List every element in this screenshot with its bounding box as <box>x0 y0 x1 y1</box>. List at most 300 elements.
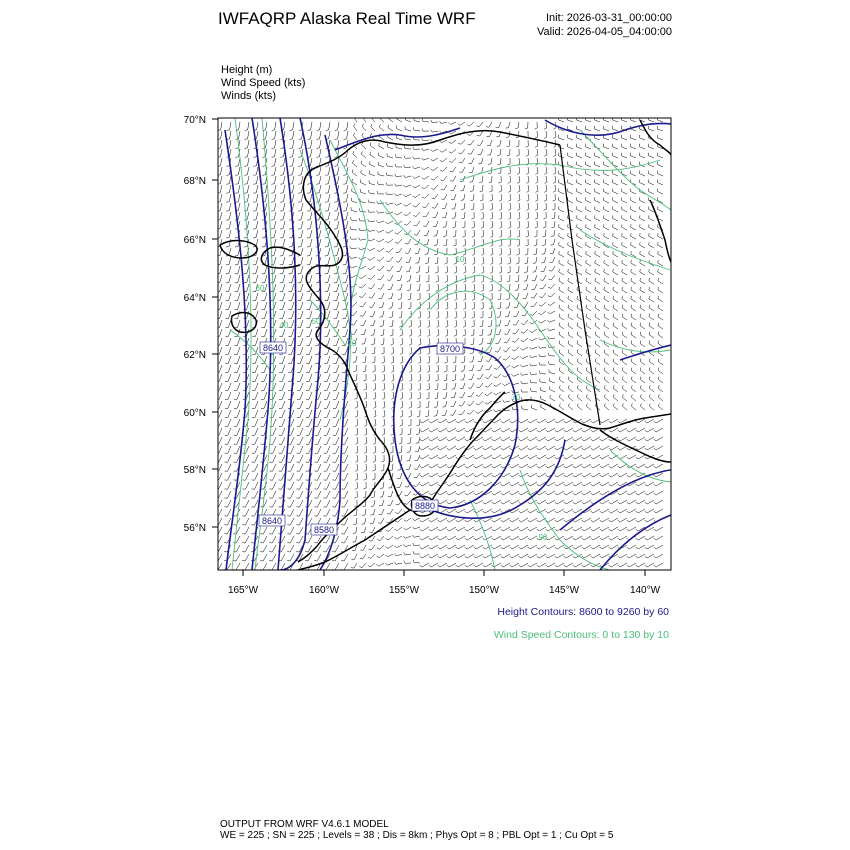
wind-barb-feather <box>528 547 530 549</box>
wind-barb <box>539 545 546 549</box>
wind-barb-feather <box>577 314 578 317</box>
wind-barb-feather <box>564 520 566 522</box>
wind-barb-feather <box>440 170 443 171</box>
wind-barb <box>344 554 348 561</box>
wind-barb <box>229 176 231 184</box>
wind-barb-feather <box>409 326 412 327</box>
wind-barb <box>440 509 447 513</box>
wind-barb <box>503 527 510 531</box>
wind-barb-feather <box>654 493 656 495</box>
wind-barb-feather <box>582 493 584 495</box>
wind-barb-feather <box>471 209 474 210</box>
wind-barb-feather <box>386 539 389 540</box>
wind-barb <box>613 326 618 329</box>
wind-barb <box>611 500 618 504</box>
wind-barb-feather <box>640 341 641 344</box>
wind-barb <box>658 263 663 266</box>
wind-barb <box>281 536 285 543</box>
wind-barb-feather <box>609 457 611 459</box>
wind-barb <box>586 326 591 329</box>
wind-barb <box>353 311 357 316</box>
wind-barb <box>411 392 412 398</box>
wind-barb <box>467 491 474 495</box>
wind-barb <box>566 527 573 531</box>
wind-barb-feather <box>658 332 659 335</box>
wind-barb-feather <box>368 259 370 261</box>
wind-barb-feather <box>427 353 430 355</box>
wind-barb <box>255 338 258 346</box>
wind-barb <box>485 509 492 513</box>
wind-barb <box>429 329 430 335</box>
wind-barb-feather <box>658 305 659 308</box>
wind-barb-feather <box>308 139 311 140</box>
wind-barb-feather <box>363 380 366 381</box>
wind-barb <box>458 473 465 477</box>
wind-barb <box>402 383 403 389</box>
wind-barb <box>631 263 636 266</box>
wind-barb-feather <box>577 403 578 406</box>
wind-barb-feather <box>613 377 614 380</box>
wind-barb <box>531 391 537 392</box>
wind-barb <box>566 437 573 441</box>
wind-barb <box>554 230 555 236</box>
wind-barb <box>229 284 231 292</box>
wind-barb-feather <box>519 493 521 495</box>
wind-barb <box>528 203 529 209</box>
wind-barb <box>401 302 402 308</box>
wind-barb <box>467 419 474 423</box>
wind-barb <box>483 284 484 290</box>
wind-barb-feather <box>377 548 380 549</box>
wind-barb-feather <box>604 368 605 371</box>
wind-barb <box>378 212 384 213</box>
wind-barb-feather <box>600 511 602 513</box>
wind-barb-feather <box>409 389 412 391</box>
wind-barb <box>247 266 249 274</box>
wind-barb-feather <box>573 484 575 486</box>
wind-barb <box>586 156 592 158</box>
wind-barb-feather <box>289 175 292 176</box>
wind-barb <box>629 455 636 459</box>
wind-barb <box>649 299 654 302</box>
wind-barb-feather <box>308 148 311 149</box>
wind-barb <box>602 500 609 504</box>
wind-barb <box>282 356 285 364</box>
wind-barb <box>353 154 357 158</box>
wind-barb <box>402 392 403 398</box>
wind-barb <box>419 428 420 434</box>
wind-barb <box>283 284 285 292</box>
wind-barb-feather <box>385 212 387 214</box>
wind-barb-feather <box>503 351 506 352</box>
wind-barb <box>516 320 519 325</box>
wind-barb <box>440 428 447 432</box>
wind-barb-feather <box>404 224 407 225</box>
wind-barb <box>221 140 223 148</box>
wind-barb-feather <box>654 556 656 558</box>
wind-barb <box>584 455 591 459</box>
wind-barb-feather <box>609 529 611 531</box>
wind-barb <box>344 518 348 525</box>
wind-barb-feather <box>362 133 363 136</box>
wind-barb <box>327 473 331 480</box>
wind-barb-feather <box>539 297 542 298</box>
wind-barb <box>586 165 592 167</box>
wind-barb-feather <box>649 287 650 290</box>
wind-barb-feather <box>530 372 531 375</box>
wind-barb-feather <box>354 380 357 381</box>
wind-barb <box>620 500 627 504</box>
wind-barb <box>336 365 339 373</box>
wind-barb-feather <box>417 416 420 417</box>
wind-barb <box>257 131 259 139</box>
wind-barb <box>383 329 384 335</box>
wind-barb <box>470 122 474 126</box>
wind-barb <box>219 347 222 355</box>
wind-barb-feather <box>555 457 557 459</box>
wind-barb <box>586 272 591 275</box>
wind-barb <box>356 518 357 524</box>
wind-barb <box>283 239 285 247</box>
wind-barb <box>373 509 375 515</box>
wind-barb <box>431 473 438 477</box>
wind-barb <box>594 129 600 131</box>
wind-barb <box>548 500 555 504</box>
wind-barb <box>435 203 438 208</box>
wind-barb-feather <box>373 407 376 409</box>
wind-barb <box>501 185 502 191</box>
wind-barb <box>557 554 564 558</box>
wind-barb-feather <box>577 350 578 353</box>
wind-barb <box>584 482 591 486</box>
wind-barb-feather <box>548 312 550 314</box>
wind-barb-feather <box>398 299 401 300</box>
wind-barb <box>380 266 384 271</box>
wind-barb <box>372 527 375 532</box>
wind-barb <box>319 230 321 238</box>
wind-barb <box>300 356 303 364</box>
wind-barb-feather <box>372 362 375 363</box>
wind-barb-feather <box>528 421 530 423</box>
wind-barb <box>602 473 609 477</box>
wind-barb <box>550 398 555 401</box>
wind-barb <box>510 176 511 182</box>
wind-barb-feather <box>452 380 455 381</box>
wind-barb <box>613 227 618 230</box>
wind-barb <box>375 383 376 389</box>
wind-barb-feather <box>377 240 379 242</box>
wind-barb-feather <box>586 305 587 308</box>
wind-barb <box>447 320 448 326</box>
wind-barb-feather <box>409 335 412 336</box>
wind-barb <box>613 361 618 365</box>
wind-barb <box>415 176 421 178</box>
wind-barb <box>519 158 520 164</box>
wind-barb <box>291 446 294 453</box>
wind-barb <box>485 455 492 459</box>
wind-barb <box>256 221 258 229</box>
wind-barb-feather <box>391 434 394 435</box>
wind-barb-feather <box>528 529 530 531</box>
wind-barb <box>327 482 331 489</box>
wind-barb <box>300 347 303 355</box>
wind-barb <box>510 284 511 290</box>
wind-barb <box>446 383 447 389</box>
wind-barb <box>228 392 231 399</box>
wind-barb <box>658 299 663 302</box>
wind-barb-feather <box>483 520 485 522</box>
wind-barb-feather <box>391 362 394 363</box>
wind-barb-feather <box>631 341 632 344</box>
wind-barb-feather <box>474 547 476 549</box>
wind-barb-feather <box>447 538 449 540</box>
wind-barb-feather <box>568 350 569 353</box>
wind-barb <box>423 149 429 151</box>
wind-barb <box>422 563 429 567</box>
wind-barb-feather <box>430 149 432 151</box>
wind-barb-feather <box>543 227 546 228</box>
wind-barb <box>263 536 267 543</box>
wind-barb-feather <box>368 557 371 558</box>
wind-barb-feather <box>395 164 396 167</box>
wind-barb <box>630 129 636 131</box>
wind-barb-feather <box>454 272 457 274</box>
wind-barb <box>530 482 537 486</box>
wind-barb <box>255 455 258 462</box>
wind-barb <box>566 464 573 468</box>
wind-barb <box>308 536 312 543</box>
wind-barb <box>429 311 430 317</box>
wind-barb <box>275 122 276 130</box>
wind-barb <box>491 158 492 164</box>
wind-barb-feather <box>627 511 629 513</box>
wind-barb-feather <box>636 457 638 459</box>
wind-barb <box>387 156 393 158</box>
wind-barb <box>282 437 285 444</box>
wind-barb-feather <box>658 377 659 380</box>
wind-barb-feather <box>359 228 360 231</box>
wind-barb <box>327 383 330 390</box>
wind-barb <box>512 536 519 540</box>
wind-barb <box>494 536 501 540</box>
wind-barb <box>524 329 528 333</box>
wind-barb <box>566 419 573 423</box>
wind-barb <box>440 518 447 522</box>
wind-barb-feather <box>609 538 611 540</box>
wind-barb-feather <box>359 208 360 211</box>
wind-barb <box>220 176 222 184</box>
wind-barb-feather <box>513 333 516 334</box>
wind-barb-feather <box>427 362 430 364</box>
wind-barb-feather <box>535 146 538 147</box>
wind-barb <box>400 275 402 281</box>
wind-barb <box>274 275 276 283</box>
wind-barb-feather <box>444 380 447 381</box>
wind-barb <box>545 239 546 245</box>
wind-barb <box>447 302 448 308</box>
wind-barb <box>387 563 393 565</box>
wind-barb-feather <box>438 448 440 450</box>
wind-barb <box>594 138 600 140</box>
wind-barb <box>593 554 600 558</box>
wind-barb-feather <box>404 146 405 149</box>
wind-barb-feather <box>604 305 605 308</box>
wind-barb <box>238 266 240 274</box>
wind-barb <box>292 284 294 292</box>
wind-barb <box>548 554 555 558</box>
wind-barb-feather <box>379 124 380 127</box>
wind-barb <box>318 464 321 471</box>
wind-barb-feather <box>438 484 440 486</box>
wind-barb <box>308 509 312 516</box>
wind-barb <box>238 284 240 292</box>
wind-barb-feather <box>465 538 467 540</box>
wind-barb <box>533 302 537 307</box>
wind-barb-feather <box>649 377 650 380</box>
wind-barb <box>658 335 663 338</box>
wind-barb <box>451 140 456 144</box>
wind-barb <box>422 518 429 522</box>
wind-barb-feather <box>431 159 433 161</box>
wind-barb <box>384 437 385 443</box>
wind-barb <box>613 156 619 158</box>
wind-barb-feather <box>440 160 443 162</box>
wind-barb-feather <box>355 398 358 399</box>
wind-barb <box>416 203 420 207</box>
wind-barb <box>483 248 484 254</box>
wind-barb <box>557 500 564 504</box>
wind-barb <box>620 509 627 513</box>
wind-barb-feather <box>521 324 524 325</box>
wind-barb-feather <box>506 137 509 138</box>
wind-barb <box>595 353 600 357</box>
wind-barb-feather <box>534 245 537 246</box>
wind-barb-feather <box>403 195 405 197</box>
wind-barb-feather <box>351 568 354 569</box>
wind-barb-feather <box>467 125 470 126</box>
wind-barb <box>630 120 636 122</box>
wind-barb <box>328 167 330 175</box>
wind-barb-feather <box>445 290 448 292</box>
wind-barb <box>527 266 528 272</box>
wind-barb-feather <box>537 502 539 504</box>
wind-barb <box>247 176 249 184</box>
wind-barb-feather <box>391 371 394 373</box>
wind-barb <box>384 401 385 407</box>
wind-barb <box>559 245 564 248</box>
wind-barb-feather <box>609 502 611 504</box>
wind-barb <box>494 491 501 495</box>
wind-barb-feather <box>456 520 458 522</box>
wind-barb <box>273 410 276 417</box>
wind-barb-feather <box>483 502 485 504</box>
wind-barb <box>537 167 538 173</box>
wind-barb-feather <box>290 148 293 149</box>
wind-barb-feather <box>546 484 548 486</box>
wind-barb <box>420 365 421 371</box>
wind-barb-feather <box>235 166 238 167</box>
wind-barb <box>521 455 528 459</box>
wind-barb <box>447 239 448 245</box>
wind-barb-feather <box>631 287 632 290</box>
wind-barb <box>535 275 537 281</box>
wind-barb-feather <box>636 439 638 441</box>
wind-barb-feather <box>649 278 650 281</box>
wind-barb <box>537 131 538 137</box>
wind-barb-feather <box>459 162 462 163</box>
wind-barb <box>611 545 618 549</box>
wind-barb <box>649 370 654 374</box>
wind-barb-feather <box>568 394 569 397</box>
wind-barb <box>237 419 240 426</box>
wind-barb-feather <box>539 305 542 306</box>
wind-barb <box>548 509 555 513</box>
wind-barb-feather <box>418 335 421 337</box>
wind-barb <box>319 167 321 175</box>
wind-barb-feather <box>426 407 429 408</box>
wind-barb <box>392 464 393 470</box>
wind-barb-feather <box>483 547 485 549</box>
wind-barb <box>640 326 645 329</box>
wind-barb <box>265 203 267 211</box>
wind-barb <box>219 401 222 408</box>
wind-barb <box>388 221 393 224</box>
wind-barb <box>620 563 627 567</box>
wind-barb <box>229 266 231 274</box>
wind-barb-feather <box>482 254 485 256</box>
wind-barb <box>649 183 655 186</box>
wind-barb-feather <box>236 148 239 149</box>
wind-barb <box>219 473 223 480</box>
wind-barb <box>510 194 511 200</box>
wind-barb <box>647 482 654 486</box>
wind-barb-feather <box>467 413 470 414</box>
wind-barb-feather <box>474 493 476 495</box>
wind-barb-feather <box>434 254 437 255</box>
wind-barb-feather <box>609 484 611 486</box>
wind-barb <box>372 302 375 307</box>
wind-barb <box>629 491 636 495</box>
wind-barb <box>402 347 403 353</box>
wind-barb-feather <box>546 556 548 558</box>
wind-barb <box>503 491 510 495</box>
wind-barb-feather <box>649 332 650 335</box>
wind-barb-feather <box>377 556 380 558</box>
wind-barb <box>422 491 429 495</box>
wind-barb-feather <box>290 139 293 140</box>
wind-barb-feather <box>476 412 479 414</box>
wind-barb <box>595 361 600 365</box>
wind-barb-feather <box>645 448 647 450</box>
wind-barb <box>458 419 465 423</box>
wind-barb-feather <box>317 139 320 140</box>
wind-barb <box>442 140 447 143</box>
wind-barb <box>219 419 222 426</box>
wind-barb-feather <box>582 430 584 432</box>
wind-barb <box>604 290 609 293</box>
wind-barb-feather <box>420 538 422 540</box>
wind-barb <box>640 406 645 410</box>
wind-barb-feather <box>359 287 362 288</box>
wind-barb <box>356 365 357 371</box>
wind-barb-feather <box>431 179 434 180</box>
wind-barb-feather <box>658 359 659 362</box>
wind-barb <box>337 158 339 166</box>
wind-barb <box>353 135 357 140</box>
wind-barb <box>638 554 645 558</box>
wind-barb-feather <box>519 484 521 486</box>
wind-barb-feather <box>500 236 503 238</box>
